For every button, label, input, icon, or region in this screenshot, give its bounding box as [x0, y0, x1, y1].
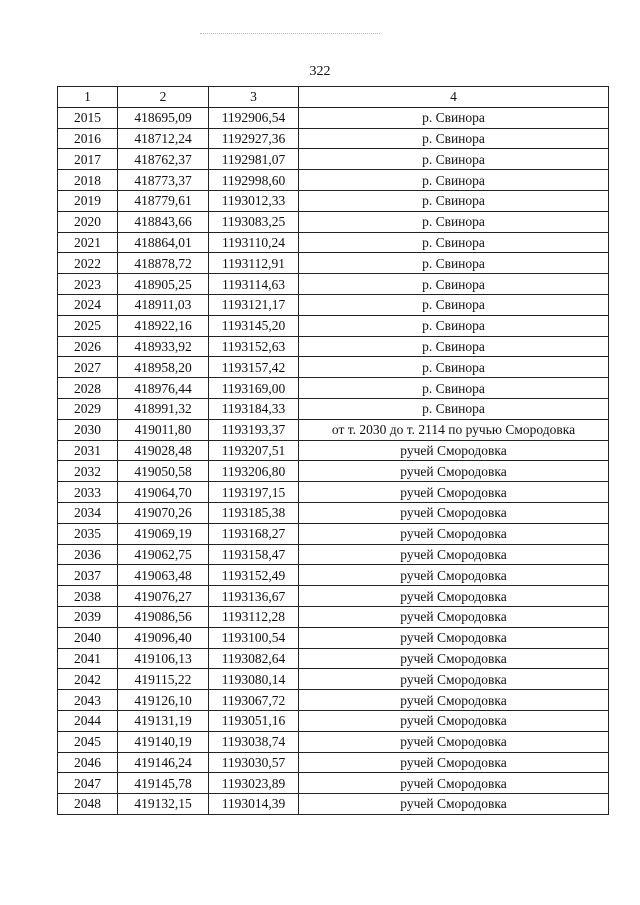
cell-point-number: 2030	[58, 419, 118, 440]
cell-description: ручей Смородовка	[299, 586, 609, 607]
table-row	[58, 648, 609, 669]
table-row	[58, 315, 609, 336]
cell-point-number: 2037	[58, 565, 118, 586]
cell-x-coordinate: 419096,40	[118, 627, 209, 648]
cell-x-coordinate: 418878,72	[118, 253, 209, 274]
scan-artifact	[200, 33, 380, 36]
table-row	[58, 710, 609, 731]
cell-y-coordinate: 1192998,60	[209, 170, 299, 191]
cell-y-coordinate: 1193110,24	[209, 232, 299, 253]
table-row	[58, 794, 609, 815]
table-row	[58, 565, 609, 586]
cell-point-number: 2046	[58, 752, 118, 773]
table-row	[58, 274, 609, 295]
cell-x-coordinate: 419062,75	[118, 544, 209, 565]
table-row	[58, 523, 609, 544]
cell-y-coordinate: 1193114,63	[209, 274, 299, 295]
cell-y-coordinate: 1193207,51	[209, 440, 299, 461]
cell-y-coordinate: 1193080,14	[209, 669, 299, 690]
cell-point-number: 2048	[58, 794, 118, 815]
cell-point-number: 2042	[58, 669, 118, 690]
cell-y-coordinate: 1193014,39	[209, 794, 299, 815]
cell-x-coordinate: 419076,27	[118, 586, 209, 607]
cell-point-number: 2039	[58, 606, 118, 627]
cell-x-coordinate: 419069,19	[118, 523, 209, 544]
cell-x-coordinate: 418695,09	[118, 107, 209, 128]
cell-description: р. Свинора	[299, 398, 609, 419]
cell-x-coordinate: 419086,56	[118, 606, 209, 627]
cell-x-coordinate: 419115,22	[118, 669, 209, 690]
cell-description: ручей Смородовка	[299, 523, 609, 544]
cell-description: ручей Смородовка	[299, 731, 609, 752]
cell-description: ручей Смородовка	[299, 669, 609, 690]
coordinates-table	[57, 86, 609, 815]
table-row	[58, 357, 609, 378]
table-row	[58, 378, 609, 399]
cell-x-coordinate: 418976,44	[118, 378, 209, 399]
cell-y-coordinate: 1193038,74	[209, 731, 299, 752]
cell-description: ручей Смородовка	[299, 565, 609, 586]
cell-description: от т. 2030 до т. 2114 по ручью Смородовка	[299, 419, 609, 440]
cell-y-coordinate: 1193157,42	[209, 357, 299, 378]
cell-y-coordinate: 1193206,80	[209, 461, 299, 482]
cell-y-coordinate: 1193152,63	[209, 336, 299, 357]
cell-point-number: 2020	[58, 211, 118, 232]
cell-x-coordinate: 419028,48	[118, 440, 209, 461]
cell-y-coordinate: 1193121,17	[209, 294, 299, 315]
cell-y-coordinate: 1192906,54	[209, 107, 299, 128]
cell-point-number: 2029	[58, 398, 118, 419]
cell-y-coordinate: 1193145,20	[209, 315, 299, 336]
cell-y-coordinate: 1193169,00	[209, 378, 299, 399]
cell-y-coordinate: 1193158,47	[209, 544, 299, 565]
cell-x-coordinate: 419063,48	[118, 565, 209, 586]
cell-y-coordinate: 1193112,28	[209, 606, 299, 627]
cell-description: ручей Смородовка	[299, 606, 609, 627]
cell-description: ручей Смородовка	[299, 773, 609, 794]
cell-description: ручей Смородовка	[299, 627, 609, 648]
table-row	[58, 398, 609, 419]
cell-y-coordinate: 1193185,38	[209, 502, 299, 523]
cell-description: ручей Смородовка	[299, 461, 609, 482]
cell-y-coordinate: 1192981,07	[209, 149, 299, 170]
cell-point-number: 2041	[58, 648, 118, 669]
cell-description: р. Свинора	[299, 211, 609, 232]
cell-x-coordinate: 418911,03	[118, 294, 209, 315]
table-row	[58, 107, 609, 128]
cell-point-number: 2033	[58, 482, 118, 503]
table-row	[58, 149, 609, 170]
table-row	[58, 627, 609, 648]
cell-description: ручей Смородовка	[299, 544, 609, 565]
cell-y-coordinate: 1193023,89	[209, 773, 299, 794]
cell-point-number: 2043	[58, 690, 118, 711]
cell-description: ручей Смородовка	[299, 502, 609, 523]
cell-point-number: 2015	[58, 107, 118, 128]
table-row	[58, 669, 609, 690]
table-row	[58, 461, 609, 482]
column-header-y: 3	[209, 87, 299, 108]
cell-x-coordinate: 419106,13	[118, 648, 209, 669]
cell-x-coordinate: 419146,24	[118, 752, 209, 773]
cell-description: ручей Смородовка	[299, 440, 609, 461]
cell-x-coordinate: 418762,37	[118, 149, 209, 170]
cell-x-coordinate: 419070,26	[118, 502, 209, 523]
cell-point-number: 2019	[58, 190, 118, 211]
cell-x-coordinate: 418922,16	[118, 315, 209, 336]
cell-y-coordinate: 1192927,36	[209, 128, 299, 149]
cell-x-coordinate: 418991,32	[118, 398, 209, 419]
cell-point-number: 2031	[58, 440, 118, 461]
cell-x-coordinate: 419131,19	[118, 710, 209, 731]
cell-y-coordinate: 1193197,15	[209, 482, 299, 503]
cell-x-coordinate: 418712,24	[118, 128, 209, 149]
cell-point-number: 2017	[58, 149, 118, 170]
cell-x-coordinate: 418864,01	[118, 232, 209, 253]
cell-point-number: 2024	[58, 294, 118, 315]
table-row	[58, 544, 609, 565]
cell-description: ручей Смородовка	[299, 794, 609, 815]
cell-description: р. Свинора	[299, 357, 609, 378]
cell-x-coordinate: 419050,58	[118, 461, 209, 482]
cell-description: р. Свинора	[299, 253, 609, 274]
cell-description: р. Свинора	[299, 294, 609, 315]
cell-x-coordinate: 419011,80	[118, 419, 209, 440]
cell-y-coordinate: 1193012,33	[209, 190, 299, 211]
cell-description: р. Свинора	[299, 378, 609, 399]
table-row	[58, 773, 609, 794]
table-row	[58, 586, 609, 607]
cell-description: ручей Смородовка	[299, 690, 609, 711]
cell-x-coordinate: 418958,20	[118, 357, 209, 378]
cell-y-coordinate: 1193168,27	[209, 523, 299, 544]
column-header-description: 4	[299, 87, 609, 108]
cell-y-coordinate: 1193051,16	[209, 710, 299, 731]
cell-y-coordinate: 1193067,72	[209, 690, 299, 711]
cell-description: р. Свинора	[299, 274, 609, 295]
cell-y-coordinate: 1193030,57	[209, 752, 299, 773]
cell-point-number: 2027	[58, 357, 118, 378]
table-row	[58, 440, 609, 461]
cell-x-coordinate: 419064,70	[118, 482, 209, 503]
cell-description: р. Свинора	[299, 336, 609, 357]
cell-point-number: 2040	[58, 627, 118, 648]
cell-x-coordinate: 419145,78	[118, 773, 209, 794]
table-row	[58, 419, 609, 440]
cell-point-number: 2022	[58, 253, 118, 274]
cell-description: ручей Смородовка	[299, 752, 609, 773]
cell-point-number: 2038	[58, 586, 118, 607]
cell-x-coordinate: 418779,61	[118, 190, 209, 211]
cell-x-coordinate: 418773,37	[118, 170, 209, 191]
cell-x-coordinate: 419132,15	[118, 794, 209, 815]
cell-point-number: 2016	[58, 128, 118, 149]
page-number: 322	[309, 64, 331, 79]
cell-description: р. Свинора	[299, 170, 609, 191]
column-header-number: 1	[58, 87, 118, 108]
cell-y-coordinate: 1193083,25	[209, 211, 299, 232]
cell-description: ручей Смородовка	[299, 710, 609, 731]
cell-point-number: 2021	[58, 232, 118, 253]
table-row	[58, 690, 609, 711]
cell-point-number: 2025	[58, 315, 118, 336]
cell-point-number: 2034	[58, 502, 118, 523]
cell-point-number: 2018	[58, 170, 118, 191]
cell-description: р. Свинора	[299, 149, 609, 170]
cell-point-number: 2044	[58, 710, 118, 731]
cell-description: р. Свинора	[299, 190, 609, 211]
cell-point-number: 2036	[58, 544, 118, 565]
table-row	[58, 170, 609, 191]
column-header-x: 2	[118, 87, 209, 108]
cell-y-coordinate: 1193152,49	[209, 565, 299, 586]
cell-y-coordinate: 1193184,33	[209, 398, 299, 419]
table-row	[58, 190, 609, 211]
cell-x-coordinate: 418933,92	[118, 336, 209, 357]
table-row	[58, 752, 609, 773]
cell-x-coordinate: 419126,10	[118, 690, 209, 711]
cell-y-coordinate: 1193082,64	[209, 648, 299, 669]
table-row	[58, 253, 609, 274]
table-row	[58, 211, 609, 232]
cell-description: р. Свинора	[299, 232, 609, 253]
table-row	[58, 232, 609, 253]
cell-description: ручей Смородовка	[299, 648, 609, 669]
cell-point-number: 2035	[58, 523, 118, 544]
cell-y-coordinate: 1193193,37	[209, 419, 299, 440]
cell-x-coordinate: 419140,19	[118, 731, 209, 752]
cell-x-coordinate: 418843,66	[118, 211, 209, 232]
table-row	[58, 482, 609, 503]
table-body	[58, 107, 609, 814]
table-row	[58, 128, 609, 149]
table-row	[58, 294, 609, 315]
cell-point-number: 2047	[58, 773, 118, 794]
table-header-row	[58, 87, 609, 108]
table-row	[58, 606, 609, 627]
cell-description: р. Свинора	[299, 107, 609, 128]
cell-description: р. Свинора	[299, 315, 609, 336]
cell-description: р. Свинора	[299, 128, 609, 149]
cell-point-number: 2026	[58, 336, 118, 357]
table-row	[58, 336, 609, 357]
table-row	[58, 731, 609, 752]
cell-point-number: 2023	[58, 274, 118, 295]
cell-description: ручей Смородовка	[299, 482, 609, 503]
cell-point-number: 2032	[58, 461, 118, 482]
cell-point-number: 2045	[58, 731, 118, 752]
cell-point-number: 2028	[58, 378, 118, 399]
cell-y-coordinate: 1193100,54	[209, 627, 299, 648]
cell-x-coordinate: 418905,25	[118, 274, 209, 295]
table-row	[58, 502, 609, 523]
cell-y-coordinate: 1193112,91	[209, 253, 299, 274]
cell-y-coordinate: 1193136,67	[209, 586, 299, 607]
